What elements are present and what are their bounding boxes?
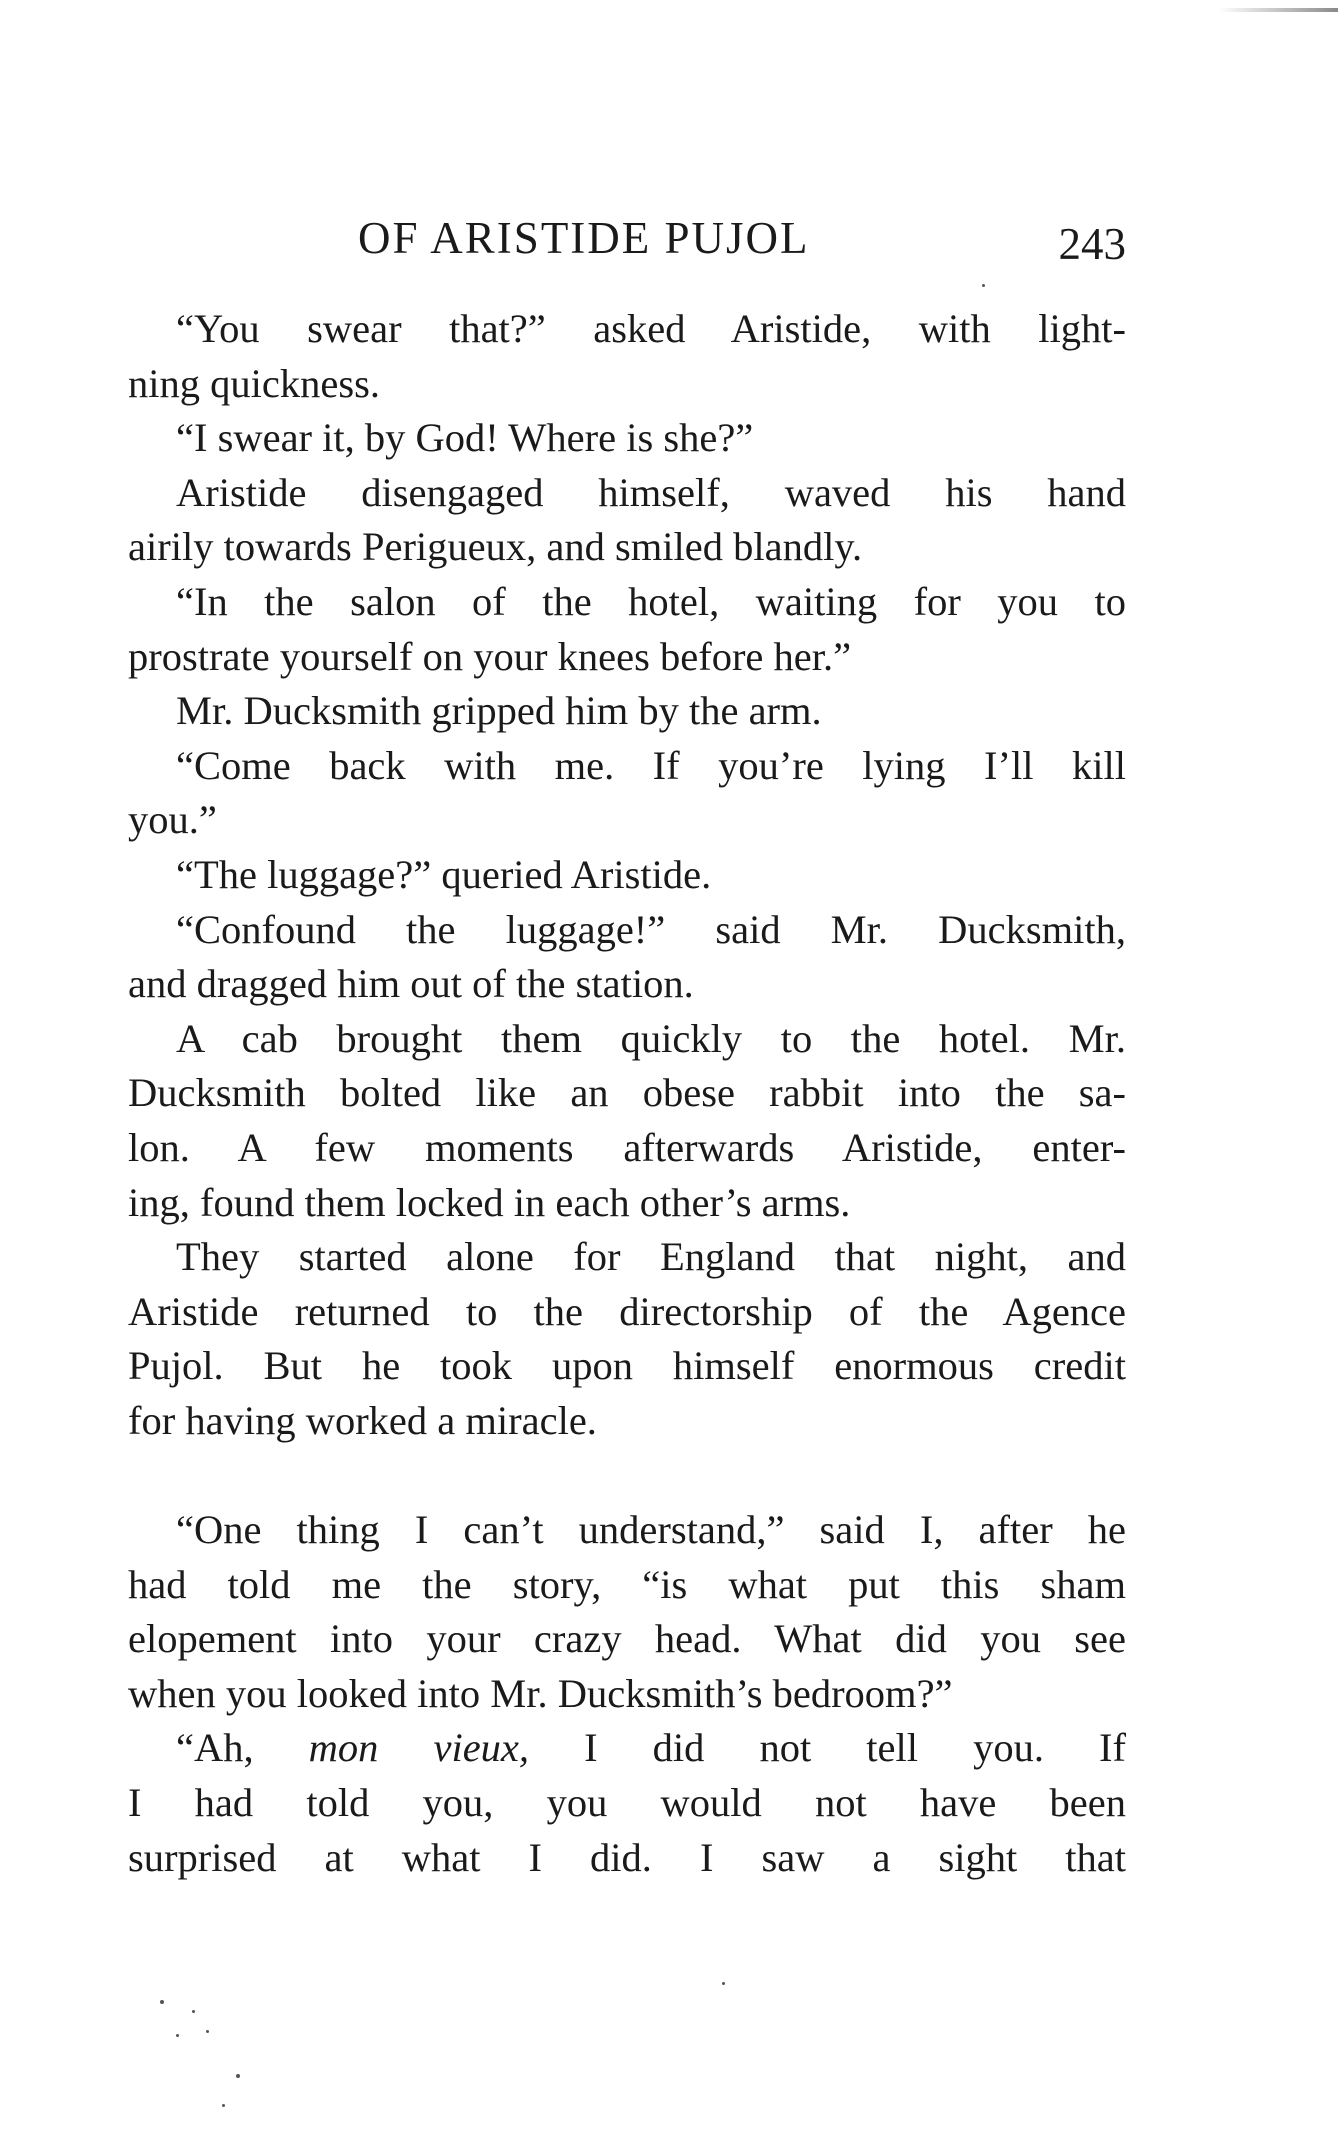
text-line: you.”: [128, 797, 217, 843]
text-line: “Come back with me. If you’re lying I’ll kill: [176, 742, 1126, 788]
text-line: “You swear that?” asked Aristide, with light-: [176, 306, 1126, 351]
text-line: “One thing I can’t understand,” said I, after he: [176, 1507, 1126, 1553]
text-line: had told me the story, “is what put this sham: [128, 1561, 1126, 1607]
text-line: “In the salon of the hotel, waiting for you to: [176, 578, 1126, 624]
text-line: Aristide disengaged himself, waved his hand: [176, 469, 1126, 515]
text-line: and dragged him out of the station.: [128, 961, 694, 1007]
text-line: Aristide returned to the directorship of the Agence: [128, 1288, 1126, 1334]
text-line: A cab brought them quickly to the hotel. Mr.: [176, 1015, 1126, 1061]
text-line: for having worked a miracle.: [128, 1397, 597, 1443]
text-line: Pujol. But he took upon himself enormous credit: [128, 1343, 1126, 1389]
text-run: I did not tell you. If: [529, 1725, 1126, 1771]
text-line: Mr. Ducksmith gripped him by the arm.: [176, 688, 822, 734]
ink-speck: [222, 2104, 225, 2107]
ink-speck: [176, 2034, 179, 2037]
section-break: [128, 1448, 1126, 1503]
ink-speck: [982, 284, 985, 287]
italic-text: mon vieux,: [308, 1725, 530, 1771]
running-title: OF ARISTIDE PUJOL: [358, 213, 810, 263]
ink-speck: [192, 2010, 195, 2013]
text-line: I had told you, you would not have been: [128, 1780, 1126, 1826]
text-line: elopement into your crazy head. What did you see: [128, 1616, 1126, 1662]
text-run: “Ah,: [176, 1725, 309, 1771]
running-head: [128, 212, 1126, 272]
text-line: “I swear it, by God! Where is she?”: [176, 415, 754, 461]
text-line: airily towards Perigueux, and smiled blandly.: [128, 524, 863, 570]
text-line: Ducksmith bolted like an obese rabbit into the sa-: [128, 1070, 1126, 1116]
text-line: prostrate yourself on your knees before her.”: [128, 633, 852, 679]
text-line: [128, 1721, 1126, 1776]
text-line: They started alone for England that night, and: [176, 1234, 1126, 1280]
text-line: ning quickness.: [128, 360, 380, 406]
ink-speck: [160, 2000, 164, 2004]
page-number: 243: [1058, 219, 1126, 269]
ink-speck: [722, 1982, 725, 1985]
text-line: when you looked into Mr. Ducksmith’s bedroom?”: [128, 1670, 953, 1716]
text-line: “The luggage?” queried Aristide.: [176, 851, 712, 897]
text-line: ing, found them locked in each other’s arms.: [128, 1179, 851, 1225]
text-line: lon. A few moments afterwards Aristide, enter-: [128, 1124, 1126, 1170]
body-text: [128, 302, 1126, 1885]
ink-speck: [206, 2030, 209, 2033]
ink-speck: [236, 2074, 240, 2078]
text-line: surprised at what I did. I saw a sight that: [128, 1834, 1126, 1880]
text-line: “Confound the luggage!” said Mr. Ducksmith,: [176, 906, 1126, 952]
scan-edge-mark: [1218, 8, 1338, 12]
